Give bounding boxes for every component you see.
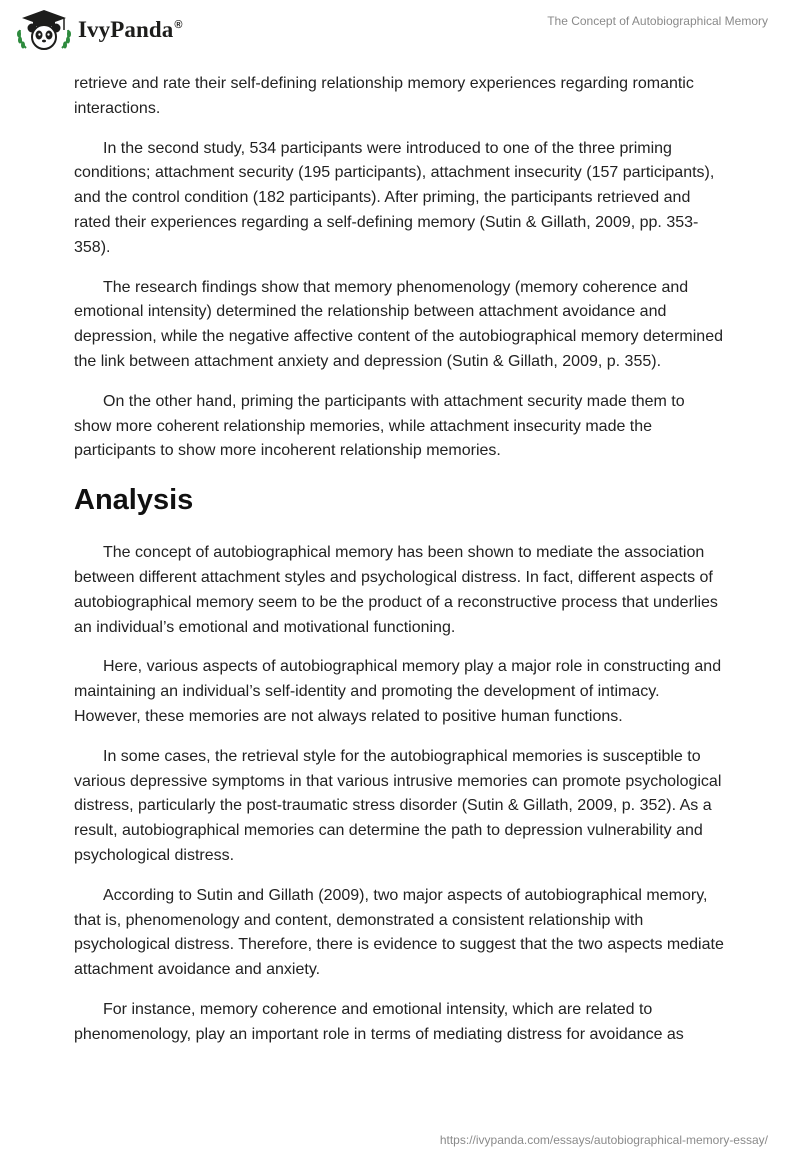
site-logo[interactable] (14, 8, 183, 52)
paragraph: In the second study, 534 participants were introduced to one of the three priming conditions; attachment security (195 participants), attachment insecurity (157 participants), and the control condition (182 participants). After priming, the participants retrieved and rated their experiences regarding a self-defining memory (Sutin & Gillath, 2009, pp. 353-358). (74, 139, 715, 256)
paragraph: On the other hand, priming the participants with attachment security made them to show more coherent relationship memories, while attachment insecurity made the participants to show more incoherent relationship memories. (74, 392, 685, 460)
paragraph: In some cases, the retrieval style for the autobiographical memories is susceptible to various depressive symptoms in that various intrusive memories can promote psychological distress, particularly the post-traumatic stress disorder (Sutin & Gillath, 2009, p. 352). As a result, autobiographical memories can determine the path to depression vulnerability and psychological distress. (74, 747, 722, 864)
essay-content (74, 72, 726, 1063)
panda-graduate-logo-icon (14, 8, 74, 52)
brand-name: IvyPanda® (78, 17, 183, 42)
footer-url[interactable]: https://ivypanda.com/essays/autobiographical-memory-essay/ (439, 1133, 768, 1147)
section-heading: Analysis (74, 484, 194, 517)
paragraph: For instance, memory coherence and emotional intensity, which are related to phenomenology, play an important role in terms of mediating distress for avoidance as (74, 1000, 684, 1043)
paragraph-continued: retrieve and rate their self-defining relationship memory experiences regarding romantic interactions. (74, 75, 694, 117)
paragraph: The concept of autobiographical memory has been shown to mediate the association between different attachment styles and psychological distress. In fact, different aspects of autobiographical memory seem to be the product of a reconstructive process that underlies an individual’s emotional and motivational functioning. (74, 544, 718, 636)
paragraph: Here, various aspects of autobiographical memory play a major role in constructing and maintaining an individual’s self-identity and promoting the development of intimacy. However, these memories are not always related to positive human functions. (74, 658, 722, 725)
document-title: The Concept of Autobiographical Memory (547, 14, 768, 28)
paragraph: The research findings show that memory phenomenology (memory coherence and emotional intensity) determined the relationship between attachment avoidance and depression, while the negative affective content of the autobiographical memory determined the link between attachment anxiety and depression (Sutin & Gillath, 2009, p. 355). (74, 278, 723, 370)
paragraph: According to Sutin and Gillath (2009), two major aspects of autobiographical memory, that is, phenomenology and content, demonstrated a consistent relationship with psychological distress. Therefore, there is evidence to suggest that the two aspects mediate attachment avoidance and anxiety. (74, 886, 724, 979)
